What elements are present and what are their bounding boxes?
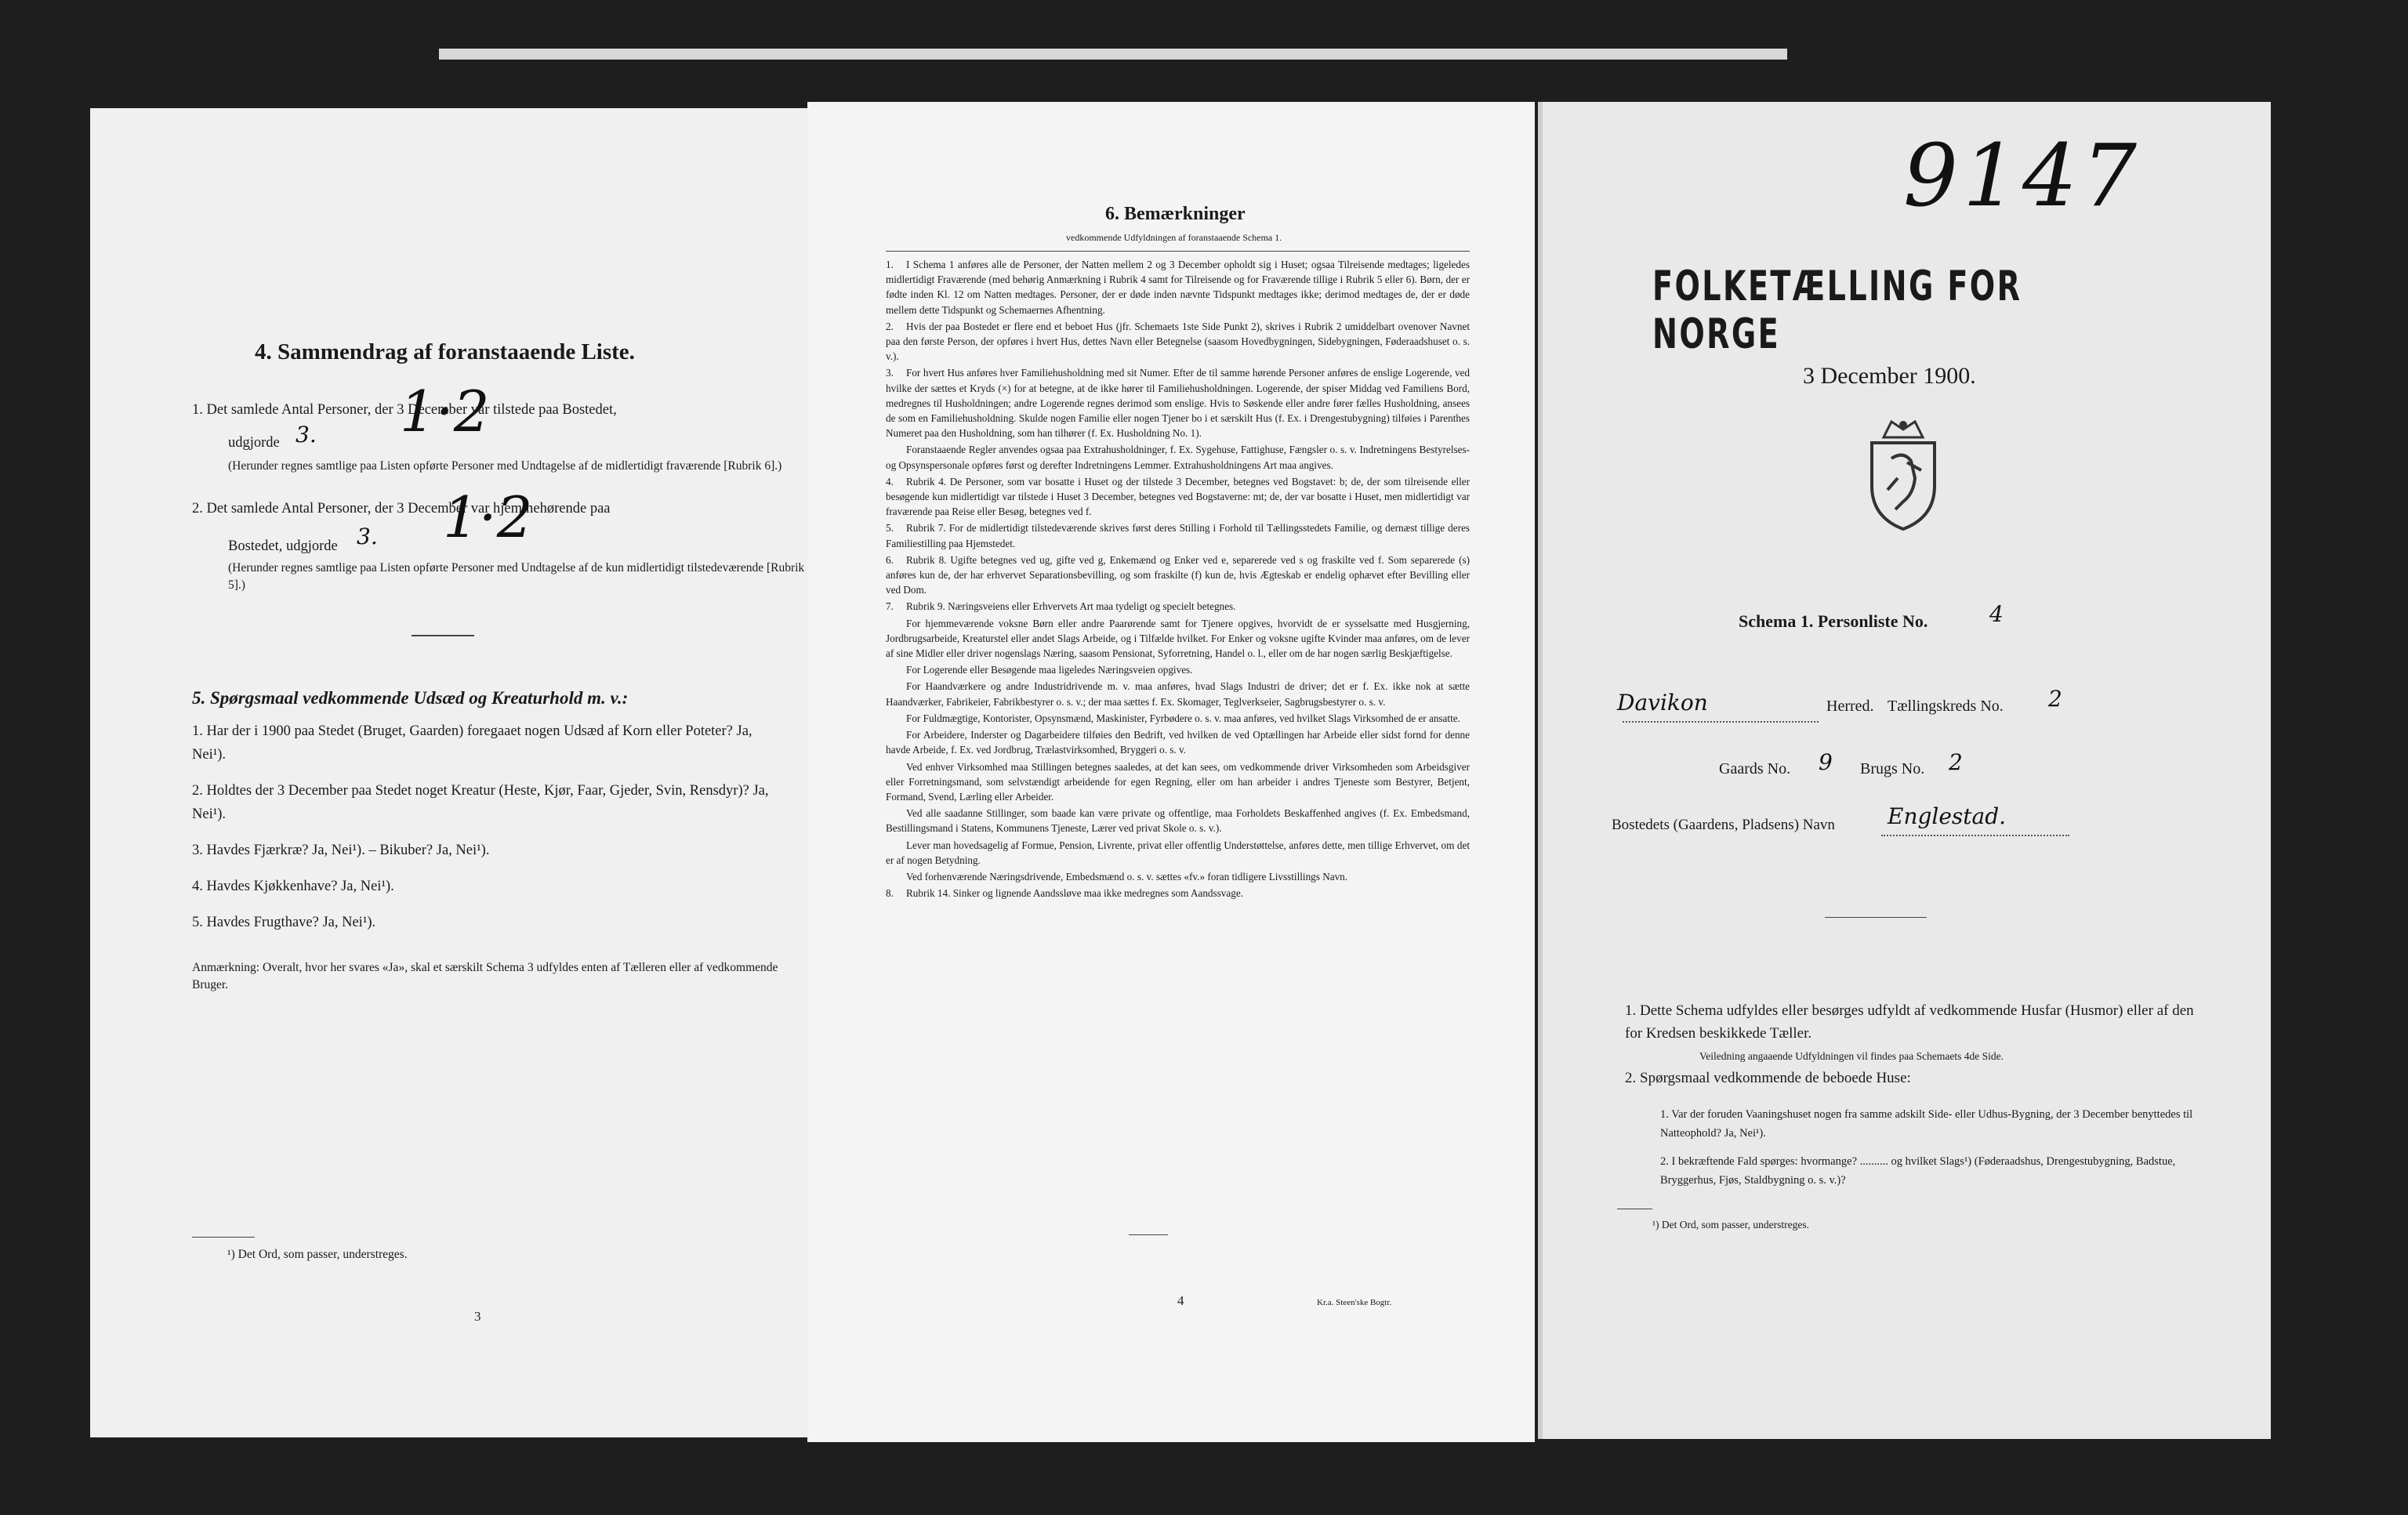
remark-text: Rubrik 7. For de midlertidigt tilstedeværende skrives først deres Stilling i Forhold til Tællingsstedets Familie, og dernæst tillige deres Familiestilling paa Hjemstedet. — [886, 522, 1470, 549]
remark-item — [886, 662, 1470, 677]
remarks-list — [886, 257, 1470, 902]
remark-item — [886, 520, 1470, 550]
remark-number: 1. — [886, 259, 894, 270]
kreds-label: Tællingskreds No. — [1888, 698, 2004, 715]
remark-number: 3. — [886, 367, 894, 379]
remark-item — [886, 257, 1470, 317]
item-2-handwritten-total: 1·2 — [443, 484, 533, 550]
bosted-handwritten: Englestad. — [1888, 803, 2007, 829]
page-number: 3 — [474, 1309, 481, 1324]
remark-text: Ved alle saadanne Stillinger, som baade kan være private og offentlige, maa Forholdets Beskaffenhed angives (f. Ex. Embedsmand, Bestillingsmand i Statens, Kommunens Tjeneste, Lærer ved privat Skole o. s. v.). — [886, 807, 1470, 835]
item-1-line-2: udgjorde — [228, 435, 280, 451]
census-title: FOLKETÆLLING FOR NORGE — [1652, 263, 2022, 358]
printer-imprint: Kr.a. Steen'ske Bogtr. — [1317, 1298, 1392, 1307]
section-4-title: 4. Sammendrag af foranstaaende Liste. — [255, 339, 635, 364]
schema-label: Schema 1. Personliste No. — [1739, 611, 1928, 631]
remarks-top-rule — [886, 251, 1470, 252]
instruction-1: 1. Dette Schema udfyldes eller besørges udfyldt af vedkommende Husfar (Husmor) eller af den for Kredsen beskikkede Tæller. — [1625, 1002, 2194, 1042]
question-4: 4. Havdes Kjøkkenhave? Ja, Nei¹). — [192, 879, 394, 894]
census-date: 3 December 1900. — [1803, 363, 1976, 389]
instruction-2-question-2: 2. I bekræftende Fald spørges: hvormange? .......... og hvilket Slags¹) (Føderaadshus, Drengestubygning, Badstue, Bryggerhus, Fjøs, Staldbygning o. s. v.)? — [1660, 1155, 2176, 1187]
question-1: 1. Har der i 1900 paa Stedet (Bruget, Gaarden) foregaaet nogen Udsæd af Korn eller Poteter? Ja, Nei¹). — [192, 723, 752, 763]
footnote-rule — [192, 1237, 255, 1238]
item-2-note: (Herunder regnes samtlige paa Listen opførte Personer med Undtagelse af de kun midlertidigt tilstedeværende [Rubrik 5].) — [228, 561, 805, 592]
remark-text: For hvert Hus anføres hver Familiehusholdning med sit Numer. Efter de til samme hørende Personer anføres de enslige Logerende, ved hvilke der sættes et Kryds (×) for at betegne, at de ikke hører til Familiehusholdningen. Logerende, der spiser Middag ved Familiens Bord, medregnes til Husholdningen; andre Logerende regnes derimod som enslige. Hvis to Søskende eller andre fører fælles Husholdning, ansees de som en Familiehusholdning. Skulde nogen Familie eller nogen Tjener bo i et særskilt Hus (f. Ex. i Drengestubygning) tilføies i Parenthes Numeret paa den Husholdning, som han tilhører (f. Ex. Husholdning No. 1). — [886, 367, 1470, 440]
remark-item — [886, 599, 1470, 614]
remark-item — [886, 869, 1470, 884]
section-5-title: 5. Spørgsmaal vedkommende Udsæd og Kreaturhold m. v.: — [192, 688, 629, 708]
page-number: 4 — [1177, 1293, 1184, 1308]
remark-number: 5. — [886, 522, 894, 535]
remark-text: For Fuldmægtige, Kontorister, Opsynsmænd, Maskinister, Fyrbødere o. s. v. maa anføres, ved hvilket Slags Virksomhed de er ansatte. — [906, 712, 1460, 724]
remark-item — [886, 886, 1470, 901]
top-strip — [439, 49, 1787, 60]
remark-item — [886, 365, 1470, 440]
remark-text: Rubrik 9. Næringsveiens eller Erhvervets Art maa tydeligt og specielt betegnes. — [906, 600, 1236, 613]
remark-number: 4. — [886, 475, 894, 487]
footnote: ¹) Det Ord, som passer, understreges. — [227, 1248, 408, 1261]
bosted-label: Bostedets (Gaardens, Pladsens) Navn — [1612, 817, 1835, 833]
brugs-label: Brugs No. — [1860, 760, 1925, 777]
remark-number: 7. — [886, 600, 894, 613]
kreds-number-handwritten: 2 — [2048, 686, 2062, 712]
remark-text: I Schema 1 anføres alle de Personer, der Natten mellem 2 og 3 December opholdt sig i Huset; ogsaa Tilreisende medtages; ligeledes midlertidigt Fraværende (med behørig Anmærkning i Rubrik 4 samt for Tilreisende og for Fraværende tillige i Rubrik 5 eller 6). Børn, der er fødte inden Kl. 12 om Natten medtages. Personer, der er døde inden nævnte Tidspunkt medtages ikke; derimod medtages de, der er døde mellem dette Tidspunkt og Schemaernes Afhentning. — [886, 259, 1470, 316]
remark-item — [886, 759, 1470, 805]
schema-number-handwritten: 4 — [1989, 601, 2004, 627]
remark-text: Lever man hovedsagelig af Formue, Pension, Livrente, privat eller offentlig Understøttelse, anføres dette, men tillige Erhvervet, om det er af nogen Betydning. — [886, 839, 1470, 866]
question-2: 2. Holdtes der 3 December paa Stedet noget Kreatur (Heste, Kjør, Faar, Gjeder, Svin, Rensdyr)? Ja, Nei¹). — [192, 783, 769, 822]
remark-item — [886, 806, 1470, 835]
remark-item — [886, 838, 1470, 868]
gaards-number-handwritten: 9 — [1819, 749, 1833, 775]
remark-text: Hvis der paa Bostedet er flere end et beboet Hus (jfr. Schemaets 1ste Side Punkt 2), skrives i Rubrik 2 umiddelbart ovenover Navnet paa den første Person, der opføres i hvert Hus, dettes Navn eller Betegnelse (saasom Hovedbygningen, Sidebygningen, Føderaadshuset o. s. v.). — [886, 320, 1470, 363]
remark-number: 8. — [886, 887, 894, 900]
divider — [412, 635, 474, 636]
herred-line — [1623, 721, 1819, 723]
item-1-note: (Herunder regnes samtlige paa Listen opførte Personer med Undtagelse af de midlertidigt fraværende [Rubrik 6].) — [228, 459, 782, 473]
remark-text: Ved enhver Virksomhed maa Stillingen betegnes saaledes, at det kan sees, om vedkommende driver Virksomheden som Arbeidsgiver eller Forretningsmand, som selvstændigt arbeidende for egen Regning, eller om han arbeider i andres Tjeneste som Bestyrer, Betjent, Formand, Svend, Lærling eller Arbeider. — [886, 760, 1470, 803]
footnote: ¹) Det Ord, som passer, understreges. — [1652, 1219, 1809, 1230]
remark-text: For hjemmeværende voksne Børn eller andre Paarørende samt for Tjenere opgives, hvorvidt de er sysselsatte med Husgjerning, Jordbrugsarbeide, Kreaturstel eller andet Slags Arbeide, og i Tilfælde hvilket. For Enker og voksne ugifte Kvinder maa anføres, om de lever af sine Midler eller driver nogenslags Næring, saasom Pensionat, Syforretning, Handel o. l., eller om de har nogen særlig Beskjæftigelse. — [886, 617, 1470, 660]
herred-handwritten: Davikon — [1617, 690, 1708, 716]
coat-of-arms-icon — [1860, 415, 1946, 533]
remark-text: Ved forhenværende Næringsdrivende, Embedsmænd o. s. v. sættes «fv.» foran tidligere Livsstillings Navn. — [906, 870, 1348, 883]
herred-label: Herred. — [1826, 698, 1874, 715]
remark-text: Rubrik 4. De Personer, som var bosatte i Huset og der tilstede 3 December, betegnes ved Bogstavet: b; de, der som tilreisende eller besøgende kun midlertidigt var tilstede i Huset 3 December, betegnes ved Bogstaverne: mt; de, der var bosatte i Huset, men midlertidigt var fraværende paa Reise eller Besøg, betegnes ved f. — [886, 475, 1470, 518]
remark-text: Rubrik 8. Ugifte betegnes ved ug, gifte ved g, Enkemænd og Enker ved e, separerede ved s og fraskilte ved f. Som separerede (s) anføres kun de, der har erhvervet Separationsbevilling, og som fraskilte (f) kun de, hvis Ægteskab er endelig ophævet efter Bevilling eller ved Dom. — [886, 553, 1470, 596]
item-1-handwritten-total: 1·2 — [400, 379, 490, 444]
remark-number: 2. — [886, 320, 894, 332]
gaards-label: Gaards No. — [1719, 760, 1791, 777]
remark-text: Foranstaaende Regler anvendes ogsaa paa Extrahusholdninger, f. Ex. Sygehuse, Fattighuse, Fængsler o. s. v. Indretningens Bestyrelses- og Opsynspersonale opføres først og derefter Indretningens Lemmer. Extrahusholdningens Art maa angives. — [886, 444, 1470, 471]
remark-item — [886, 711, 1470, 726]
item-2-line-2: Bostedet, udgjorde — [228, 538, 338, 554]
page-4 — [807, 102, 1535, 1442]
instruction-2: 2. Spørgsmaal vedkommende de beboede Huse: — [1625, 1070, 1911, 1086]
remark-number: 6. — [886, 553, 894, 566]
brugs-number-handwritten: 2 — [1949, 749, 1963, 775]
remark-text: For Logerende eller Besøgende maa ligeledes Næringsveien opgives. — [906, 664, 1193, 676]
question-3: 3. Havdes Fjærkræ? Ja, Nei¹). – Bikuber? Ja, Nei¹). — [192, 843, 490, 858]
instruction-1-note: Veiledning angaaende Udfyldningen vil findes paa Schemaets 4de Side. — [1699, 1050, 2004, 1062]
remark-item — [886, 679, 1470, 709]
remark: Anmærkning: Overalt, hvor her svares «Ja», skal et særskilt Schema 3 udfyldes enten af Tælleren eller af vedkommende Bruger. — [192, 961, 778, 991]
remark-item — [886, 727, 1470, 757]
remark-item — [886, 616, 1470, 661]
remark-text: Rubrik 14. Sinker og lignende Aandssløve maa ikke medregnes som Aandssvage. — [906, 887, 1243, 900]
bosted-line — [1881, 835, 2069, 836]
item-1-line-1: 1. Det samlede Antal Personer, der 3 December var tilstede paa Bostedet, — [192, 402, 617, 418]
remark-item — [886, 474, 1470, 520]
page-3 — [90, 108, 810, 1437]
remark-text: For Haandværkere og andre Industridrivende m. v. maa anføres, hvad Slags Industri de driver; det er f. Ex. ikke nok at sætte Haandværker, Fabrikeier, Fabrikbestyrer o. s. v.; der maa sættes f. Ex. Skomager, Teglverkseier, Sagbrugsbestyrer o. s. v. — [886, 680, 1470, 708]
divider — [1825, 917, 1927, 918]
instruction-2-question-1: 1. Var der foruden Vaaningshuset nogen fra samme adskilt Side- eller Udhus-Bygning, der 3 December benyttedes til Natteophold? Ja, Nei¹). — [1660, 1108, 2193, 1140]
question-5: 5. Havdes Frugthave? Ja, Nei¹). — [192, 915, 376, 930]
page-1 — [1538, 102, 2271, 1439]
remarks-title: 6. Bemærkninger — [1105, 204, 1246, 224]
item-2-handwritten-value: 3. — [357, 524, 378, 549]
archive-number-handwritten: 9147 — [1903, 125, 2141, 226]
remark-item — [886, 319, 1470, 364]
remark-item — [886, 442, 1470, 472]
item-1-handwritten-value: 3. — [296, 422, 317, 448]
remarks-subtitle: vedkommende Udfyldningen af foranstaaende Schema 1. — [1066, 232, 1282, 243]
remarks-end-rule — [1129, 1234, 1168, 1235]
item-2-line-1: 2. Det samlede Antal Personer, der 3 December var hjemmehørende paa — [192, 501, 611, 516]
remark-text: For Arbeidere, Inderster og Dagarbeidere tilføies den Bedrift, ved hvilken de ved Optællingen har Arbeide eller sidst fornd for denne havde Arbeide, f. Ex. ved Jordbrug, Trælastvirksomhed, Bryggeri o. s. v. — [886, 729, 1470, 756]
remark-item — [886, 553, 1470, 598]
